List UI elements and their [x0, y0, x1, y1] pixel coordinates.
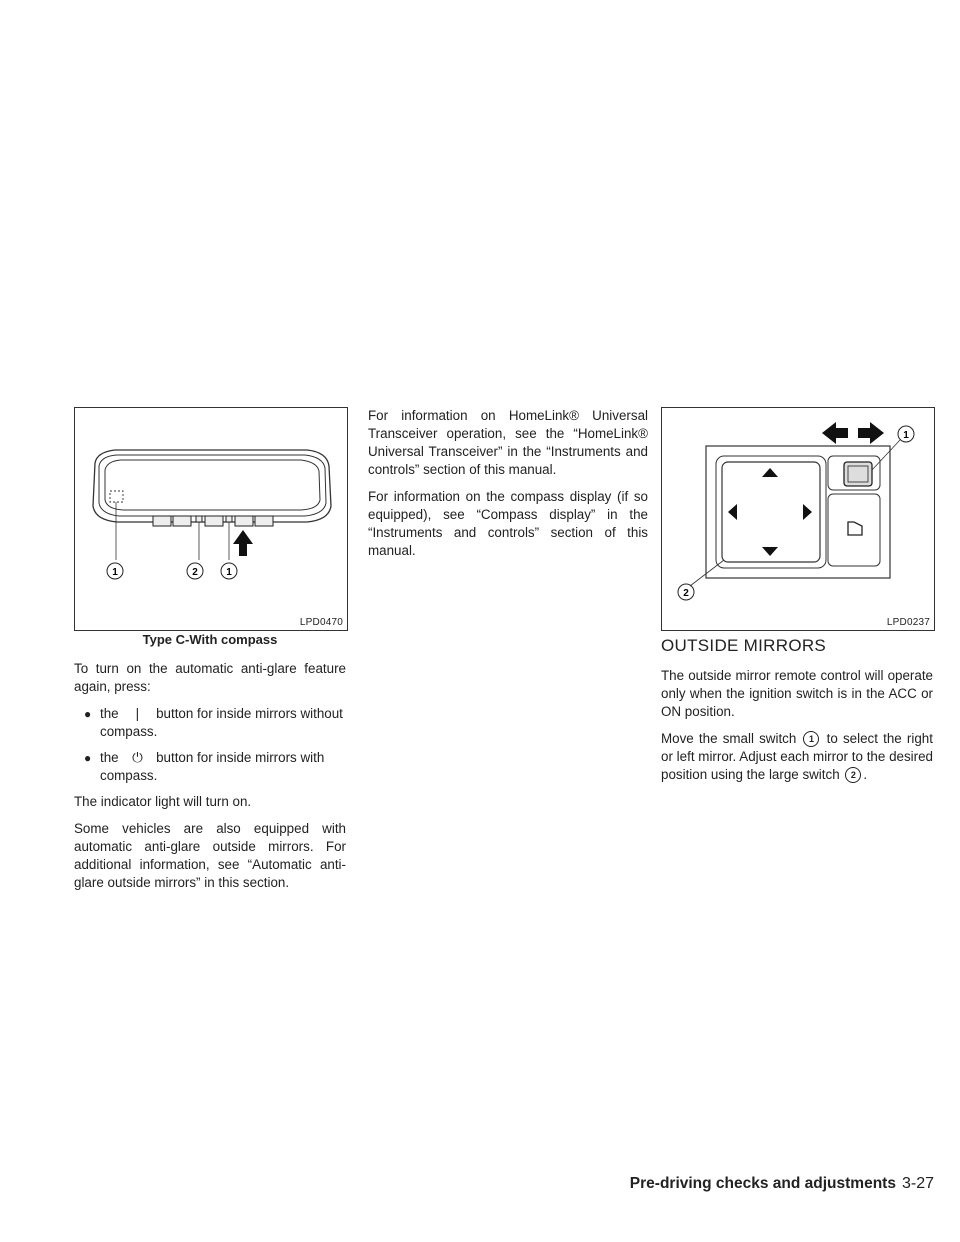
- figure-caption: Type C-With compass: [142, 632, 278, 647]
- callout-1-right: 1: [226, 567, 232, 578]
- callout-1-left: 1: [112, 567, 118, 578]
- intro-paragraph: To turn on the automatic anti-glare feature again, press:: [74, 661, 346, 694]
- compass-paragraph: For information on the compass display (if so equipped), see “Compass display” in the “Instruments and controls” section of this manual.: [368, 489, 648, 558]
- bullet-with-compass: ● the ⏻ button for inside mirrors with compass.: [84, 750, 325, 783]
- column-right: [661, 637, 933, 793]
- column-left: [74, 660, 346, 901]
- callout-1-inline: 1: [803, 731, 819, 747]
- figure-code: LPD0470: [299, 617, 343, 628]
- page-number: 3-27: [901, 1175, 934, 1192]
- vehicles-paragraph: Some vehicles are also equipped with automatic anti-glare outside mirrors. For additional information, see “Automatic anti-glare outside mirrors” in this section.: [74, 821, 346, 890]
- section-name: Pre-driving checks and adjustments: [629, 1175, 896, 1192]
- callout-2: 2: [683, 588, 689, 599]
- bullet-dot-icon: ●: [84, 707, 92, 721]
- rearview-mirror-illustration: [75, 408, 347, 630]
- bullet-dot-icon: ●: [84, 751, 92, 765]
- mirror-switch-illustration: [662, 408, 934, 630]
- bullet-without-compass: ● the | button for inside mirrors without compass.: [84, 706, 343, 739]
- page-footer: [630, 1175, 934, 1193]
- callout-1: 1: [903, 430, 909, 441]
- column-middle: [368, 407, 648, 569]
- mirror-switch-figure: [661, 407, 935, 631]
- bar-button-icon: |: [135, 706, 140, 721]
- callout-2: 2: [192, 567, 198, 578]
- callout-2-inline: 2: [845, 767, 861, 783]
- homelink-paragraph: For information on HomeLink® Universal Transceiver operation, see the “HomeLink® Universal Transceiver” in the “Instruments and controls” section of this manual.: [368, 408, 648, 477]
- mirror-figure: [74, 407, 348, 631]
- figure-code: LPD0237: [886, 617, 930, 628]
- section-heading: OUTSIDE MIRRORS: [661, 636, 827, 655]
- remote-paragraph: The outside mirror remote control will operate only when the ignition switch is in the ACC or ON position.: [661, 668, 933, 719]
- indicator-paragraph: The indicator light will turn on.: [74, 794, 252, 809]
- move-paragraph: Move the small switch 1 to select the right or left mirror. Adjust each mirror to the desired position using the large switch 2 .: [661, 731, 933, 782]
- power-button-icon: ⏻: [132, 750, 143, 765]
